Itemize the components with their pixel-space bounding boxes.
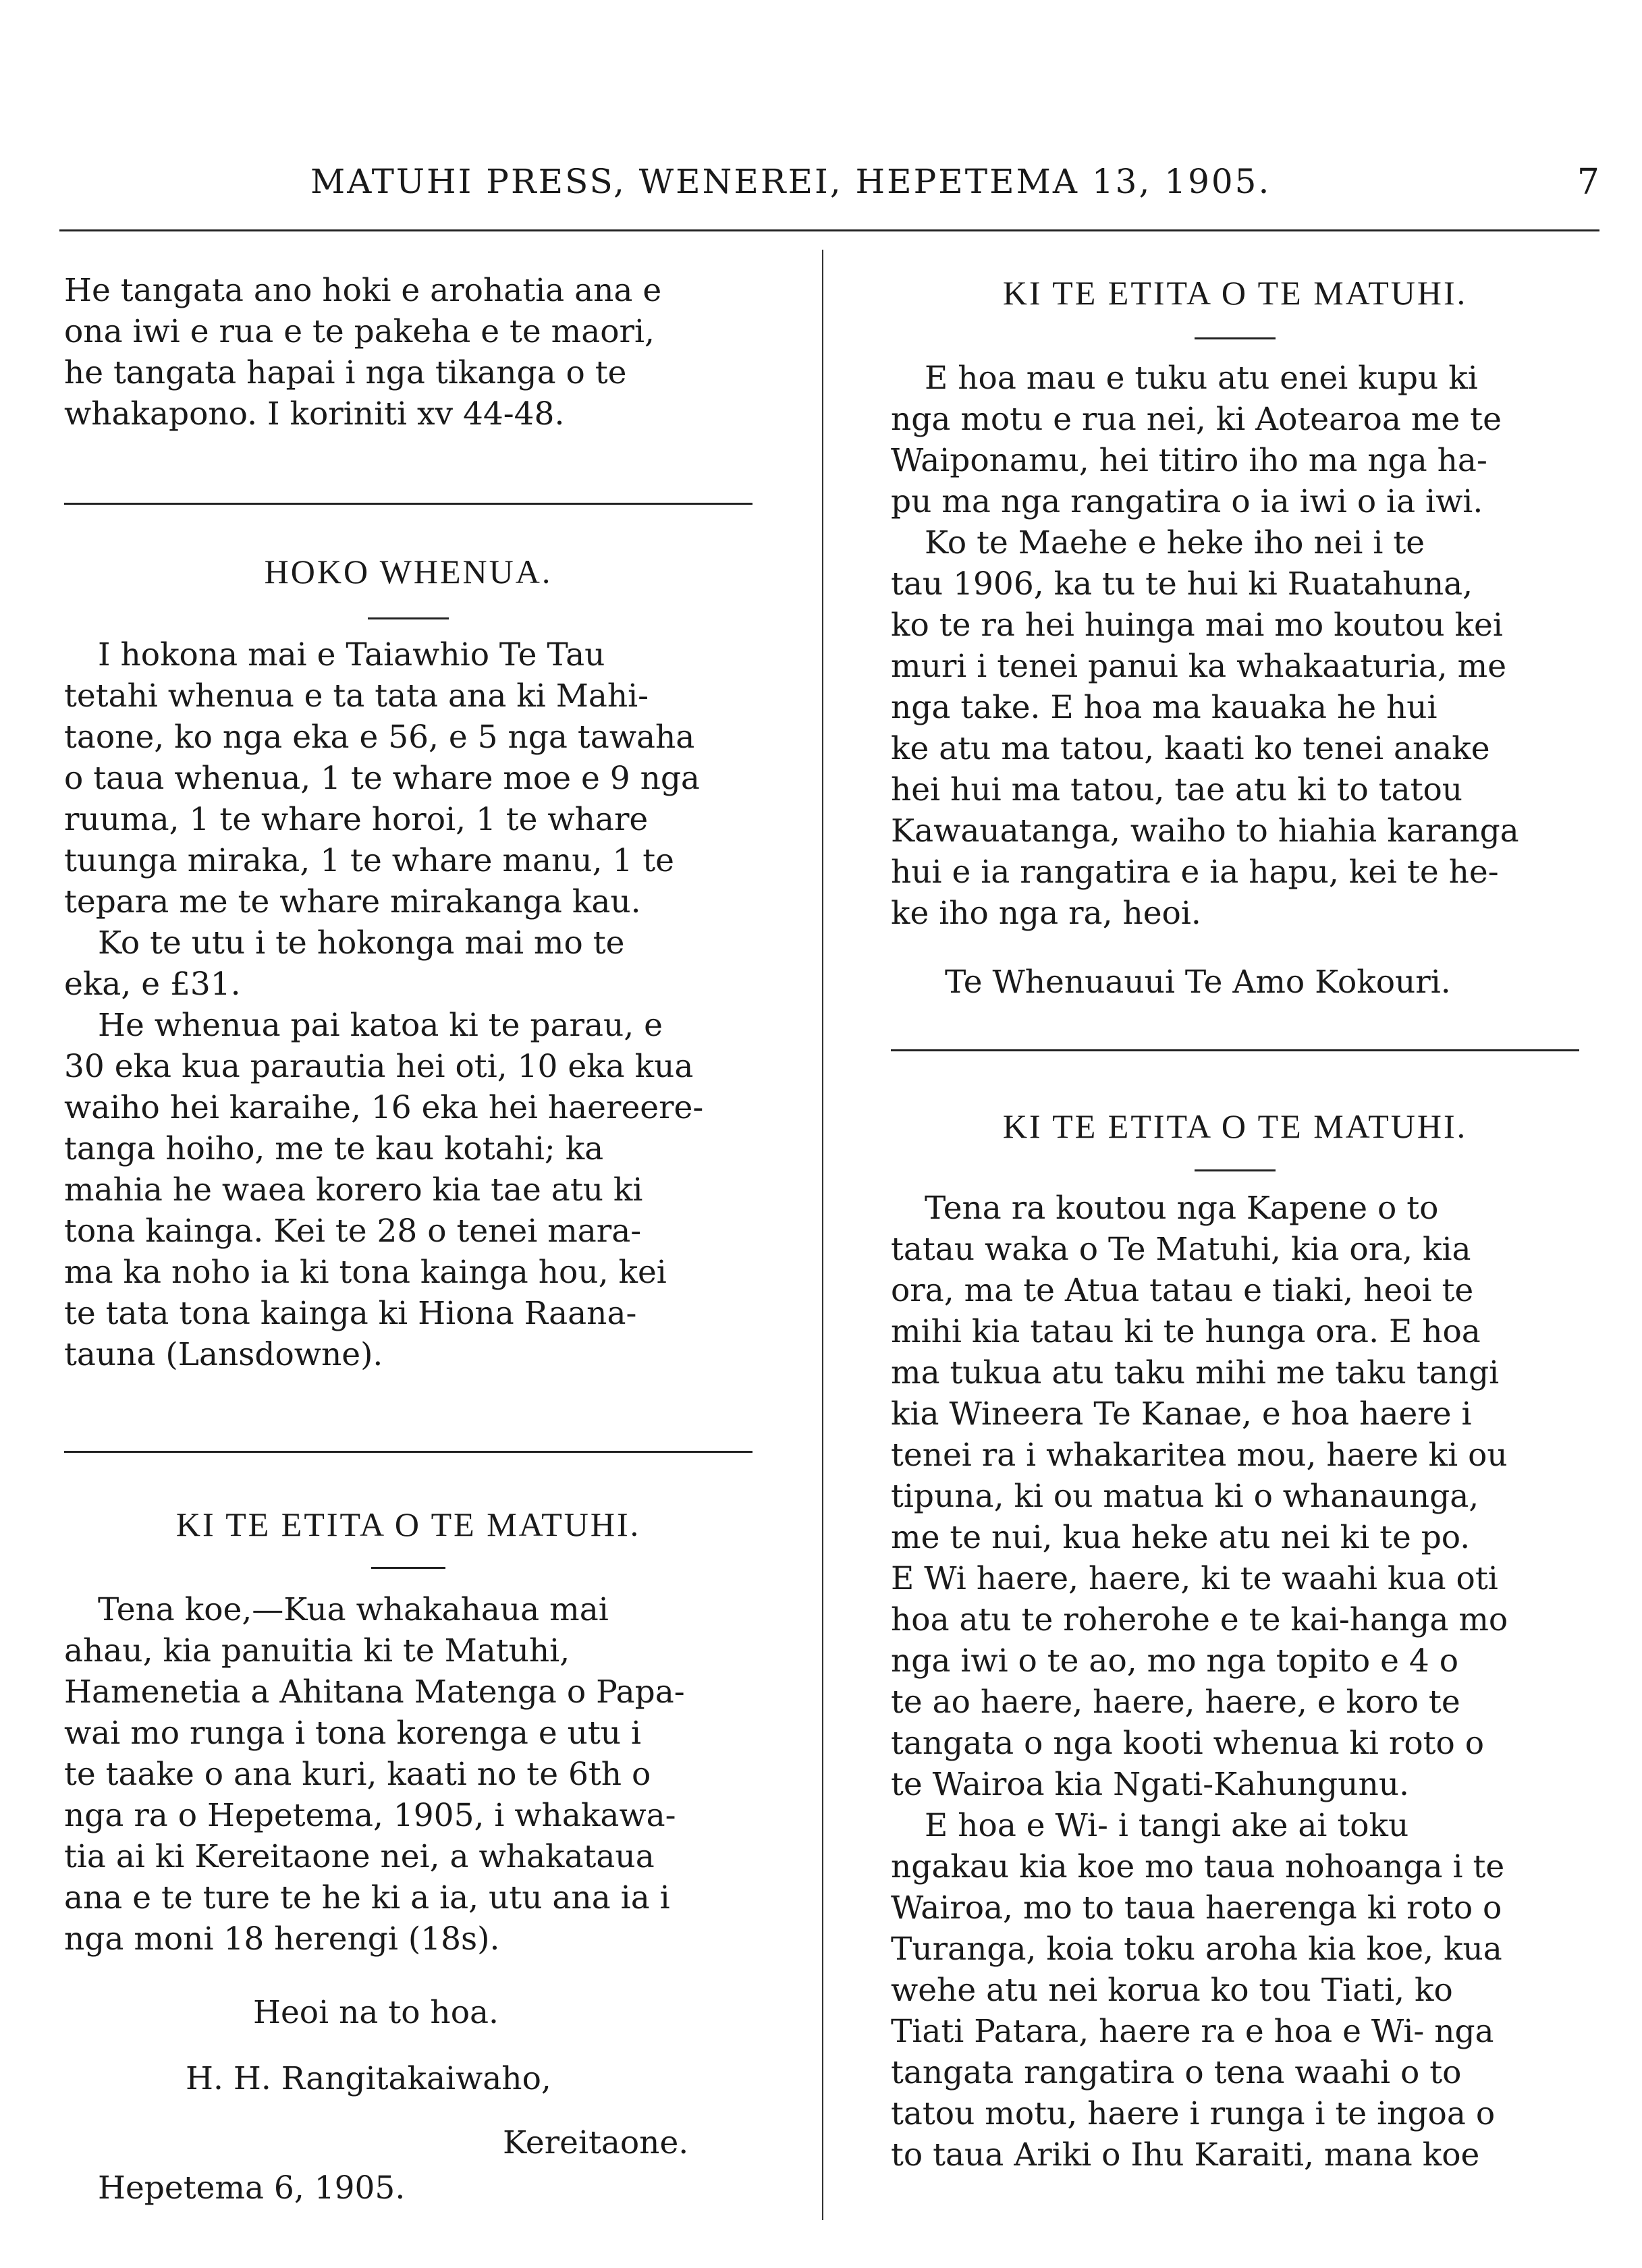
text-line: ahau, kia panuitia ki te Matuhi, bbox=[64, 1632, 570, 1669]
text-line: nga ra o Hepetema, 1905, i whakawa- bbox=[64, 1797, 676, 1834]
text-line: I hokona mai e Taiawhio Te Tau bbox=[98, 636, 605, 673]
text-line: Waiponamu, hei titiro iho ma nga ha- bbox=[891, 442, 1487, 479]
page-number: 7 bbox=[1577, 162, 1599, 202]
letter-date: Hepetema 6, 1905. bbox=[98, 2169, 406, 2207]
text-line: tatau waka o Te Matuhi, kia ora, kia bbox=[891, 1231, 1471, 1268]
text-line: kia Wineera Te Kanae, e hoa haere i bbox=[891, 1395, 1472, 1433]
letter2-body bbox=[891, 1188, 1579, 2176]
text-line: ke atu ma tatou, kaati ko tenei anake bbox=[891, 730, 1490, 767]
text-line: nga take. E hoa ma kauaka he hui bbox=[891, 689, 1438, 726]
text-line: eka, e £31. bbox=[64, 966, 241, 1003]
text-line: tia ai ki Kereitaone nei, a whakataua bbox=[64, 1838, 655, 1875]
hoko-whenua-article bbox=[64, 634, 752, 1375]
heading-short-rule bbox=[891, 337, 1579, 339]
text-line: nga moni 18 herengi (18s). bbox=[64, 1920, 500, 1958]
text-line: tetahi whenua e ta tata ana ki Mahi- bbox=[64, 677, 649, 715]
intro-article bbox=[64, 270, 752, 435]
text-line: Tena koe,—Kua whakahaua mai bbox=[98, 1591, 609, 1628]
text-line: Hamenetia a Ahitana Matenga o Papa- bbox=[64, 1674, 685, 1711]
text-line: ma tukua atu taku mihi me taku tangi bbox=[891, 1354, 1500, 1391]
text-line: Turanga, koia toku aroha kia koe, kua bbox=[891, 1931, 1502, 1968]
text-line: whakapono. I koriniti xv 44-48. bbox=[64, 395, 565, 433]
text-line: pu ma nga rangatira o ia iwi o ia iwi. bbox=[891, 483, 1483, 520]
text-line: E hoa e Wi- i tangi ake ai toku bbox=[925, 1807, 1409, 1844]
section-rule bbox=[64, 503, 752, 505]
text-line: te Wairoa kia Ngati-Kahungunu. bbox=[891, 1766, 1409, 1803]
masthead-title: MATUHI PRESS, WENEREI, HEPETEMA 13, 1905. bbox=[310, 162, 1271, 201]
text-line: tanga hoiho, me te kau kotahi; ka bbox=[64, 1130, 604, 1167]
letter1-signature: Te Whenuauui Te Amo Kokouri. bbox=[945, 964, 1451, 1001]
text-line: o taua whenua, 1 te whare moe e 9 nga bbox=[64, 760, 700, 797]
text-line: ruuma, 1 te whare horoi, 1 te whare bbox=[64, 801, 649, 838]
text-line: muri i tenei panui ka whakaaturia, me bbox=[891, 648, 1507, 685]
text-line: tenei ra i whakaritea mou, haere ki ou bbox=[891, 1437, 1508, 1474]
column-divider bbox=[822, 250, 823, 2220]
heading-short-rule bbox=[891, 1169, 1579, 1171]
text-line: tona kainga. Kei te 28 o tenei mara- bbox=[64, 1213, 642, 1250]
text-line: Tena ra koutou nga Kapene o to bbox=[925, 1190, 1439, 1227]
text-line: tauna (Lansdowne). bbox=[64, 1336, 383, 1373]
text-line: nga iwi o te ao, mo nga topito e 4 o bbox=[891, 1642, 1459, 1680]
text-line: taone, ko nga eka e 56, e 5 nga tawaha bbox=[64, 719, 695, 756]
text-line: waiho hei karaihe, 16 eka hei haereere- bbox=[64, 1089, 704, 1126]
text-line: E Wi haere, haere, ki te waahi kua oti bbox=[891, 1560, 1498, 1597]
text-line: nga motu e rua nei, ki Aotearoa me te bbox=[891, 401, 1502, 438]
letter2-heading: KI TE ETITA O TE MATUHI. bbox=[1002, 1107, 1468, 1145]
text-line: Wairoa, mo to taua haerenga ki roto o bbox=[891, 1889, 1502, 1927]
page-header bbox=[61, 162, 1599, 216]
text-line: mahia he waea korero kia tae atu ki bbox=[64, 1171, 643, 1209]
letter1-body bbox=[891, 358, 1579, 934]
text-line: ngakau kia koe mo taua nohoanga i te bbox=[891, 1848, 1505, 1885]
text-line: tangata rangatira o tena waahi o to bbox=[891, 2054, 1462, 2091]
text-line: te taake o ana kuri, kaati no te 6th o bbox=[64, 1756, 651, 1793]
letter-place: Kereitaone. bbox=[503, 2124, 689, 2161]
hoko-whenua-heading: HOKO WHENUA. bbox=[264, 553, 553, 590]
letter-signature: H. H. Rangitakaiwaho, bbox=[186, 2060, 551, 2097]
text-line: wai mo runga i tona korenga e utu i bbox=[64, 1715, 641, 1752]
text-line: Ko te Maehe e heke iho nei i te bbox=[925, 524, 1425, 561]
text-line: tipuna, ki ou matua ki o whanaunga, bbox=[891, 1478, 1479, 1515]
text-line: te ao haere, haere, haere, e koro te bbox=[891, 1684, 1460, 1721]
text-line: tangata o nga kooti whenua ki roto o bbox=[891, 1725, 1485, 1762]
text-line: He tangata ano hoki e arohatia ana e bbox=[64, 272, 662, 309]
heading-short-rule bbox=[64, 617, 752, 619]
section-rule bbox=[64, 1451, 752, 1453]
text-line: te tata tona kainga ki Hiona Raana- bbox=[64, 1295, 637, 1332]
text-line: he tangata hapai i nga tikanga o te bbox=[64, 354, 627, 391]
letter-heading: KI TE ETITA O TE MATUHI. bbox=[175, 1505, 641, 1543]
text-line: ko te ra hei huinga mai mo koutou kei bbox=[891, 607, 1503, 644]
letter-closing: Heoi na to hoa. bbox=[253, 1994, 499, 2031]
heading-short-rule bbox=[64, 1567, 752, 1569]
letter1-heading: KI TE ETITA O TE MATUHI. bbox=[1002, 274, 1468, 312]
text-line: ma ka noho ia ki tona kainga hou, kei bbox=[64, 1254, 667, 1291]
text-line: Kawauatanga, waiho to hiahia karanga bbox=[891, 812, 1519, 850]
text-line: E hoa mau e tuku atu enei kupu ki bbox=[925, 360, 1478, 397]
text-line: hui e ia rangatira e ia hapu, kei te he- bbox=[891, 854, 1499, 891]
text-line: wehe atu nei korua ko tou Tiati, ko bbox=[891, 1972, 1453, 2009]
text-line: tatou motu, haere i runga i te ingoa o bbox=[891, 2095, 1496, 2132]
text-line: Tiati Patara, haere ra e hoa e Wi- nga bbox=[891, 2013, 1494, 2050]
text-line: 30 eka kua parautia hei oti, 10 eka kua bbox=[64, 1048, 694, 1085]
text-line: mihi kia tatau ki te hunga ora. E hoa bbox=[891, 1313, 1481, 1350]
text-line: ke iho nga ra, heoi. bbox=[891, 895, 1201, 932]
text-line: ona iwi e rua e te pakeha e te maori, bbox=[64, 313, 655, 350]
text-line: hoa atu te roherohe e te kai-hanga mo bbox=[891, 1601, 1508, 1638]
text-line: tau 1906, ka tu te hui ki Ruatahuna, bbox=[891, 565, 1473, 603]
text-line: me te nui, kua heke atu nei ki te po. bbox=[891, 1519, 1471, 1556]
text-line: He whenua pai katoa ki te parau, e bbox=[98, 1007, 663, 1044]
text-line: to taua Ariki o Ihu Karaiti, mana koe bbox=[891, 2136, 1480, 2174]
text-line: Ko te utu i te hokonga mai mo te bbox=[98, 924, 625, 962]
text-line: tuunga miraka, 1 te whare manu, 1 te bbox=[64, 842, 674, 879]
header-rule bbox=[59, 229, 1599, 231]
text-line: tepara me te whare mirakanga kau. bbox=[64, 883, 641, 920]
letter-body bbox=[64, 1589, 752, 1960]
text-line: ana e te ture te he ki a ia, utu ana ia i bbox=[64, 1879, 670, 1916]
text-line: ora, ma te Atua tatau e tiaki, heoi te bbox=[891, 1272, 1474, 1309]
section-rule bbox=[891, 1049, 1579, 1051]
text-line: hei hui ma tatou, tae atu ki to tatou bbox=[891, 771, 1463, 808]
